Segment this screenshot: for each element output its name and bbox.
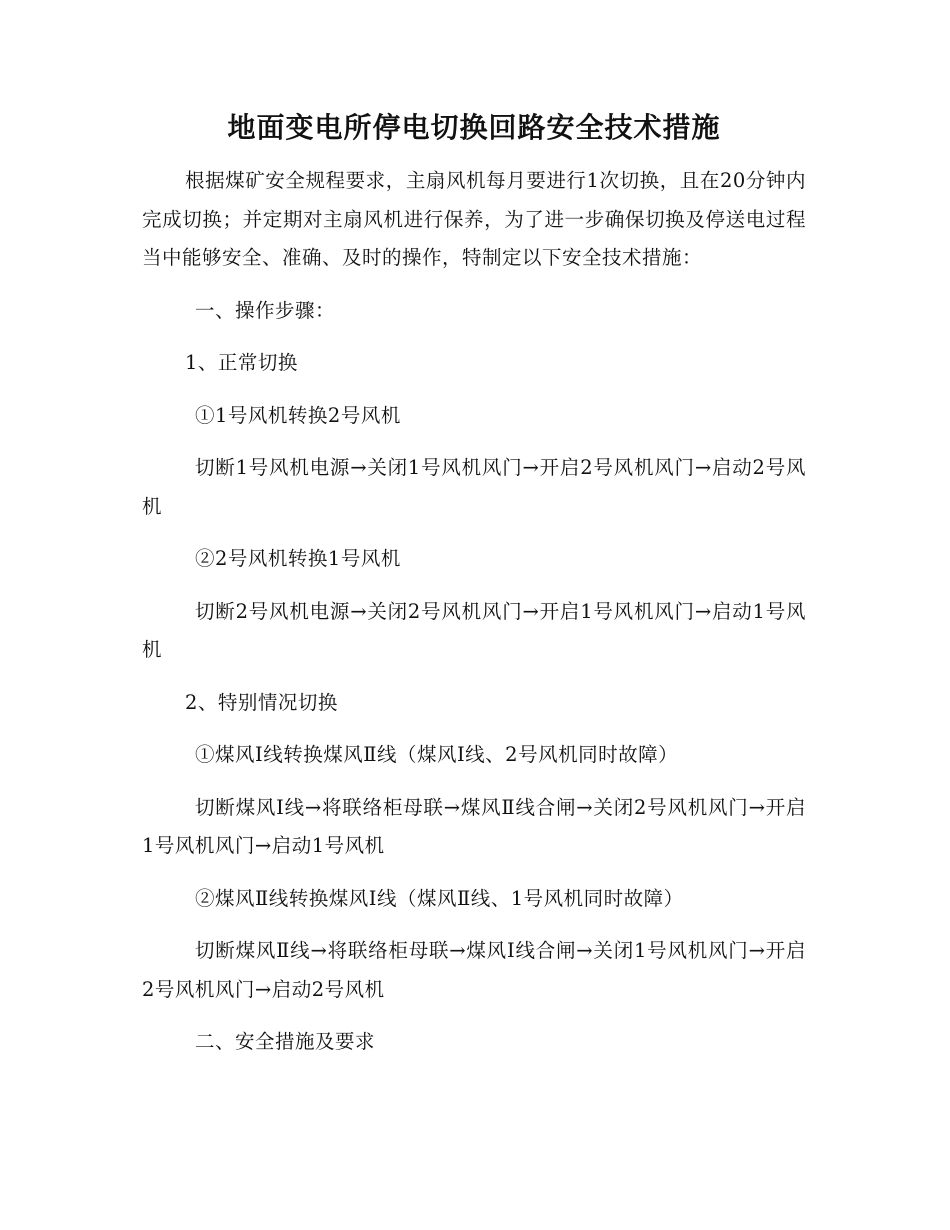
subsection-heading-normal-switch: 1、正常切换 bbox=[185, 351, 298, 374]
item-heading-fan1-to-fan2: ①1号风机转换2号风机 bbox=[195, 403, 401, 427]
subsection-heading-special-switch: 2、特别情况切换 bbox=[185, 690, 338, 714]
item-steps-line2-to-line1: 切断煤风Ⅱ线→将联络柜母联→煤风Ⅰ线合闸→关闭1号风机风门→开启2号风机风门→启动2号风机 bbox=[142, 939, 806, 1001]
document-title: 地面变电所停电切换回路安全技术措施 bbox=[227, 111, 721, 144]
item-heading-fan2-to-fan1: ②2号风机转换1号风机 bbox=[195, 547, 401, 570]
item-steps-fan1-to-fan2: 切断1号风机电源→关闭1号风机风门→开启2号风机风门→启动2号风机 bbox=[142, 456, 806, 518]
item-heading-line2-to-line1: ②煤风Ⅱ线转换煤风Ⅰ线（煤风Ⅱ线、1号风机同时故障） bbox=[195, 886, 684, 910]
document-page bbox=[142, 108, 806, 1062]
intro-paragraph: 根据煤矿安全规程要求，主扇风机每月要进行1次切换，且在20分钟内完成切换；并定期对主扇风机进行保养，为了进一步确保切换及停送电过程当中能够安全、准确、及时的操作，特制定以下安全技术措施： bbox=[142, 169, 806, 269]
section-heading-safety-measures: 二、安全措施及要求 bbox=[195, 1030, 376, 1053]
item-steps-line1-to-line2: 切断煤风Ⅰ线→将联络柜母联→煤风Ⅱ线合闸→关闭2号风机风门→开启1号风机风门→启动1号风机 bbox=[142, 795, 806, 857]
item-steps-fan2-to-fan1: 切断2号风机电源→关闭2号风机风门→开启1号风机风门→启动1号风机 bbox=[142, 599, 806, 661]
section-heading-operation-steps: 一、操作步骤： bbox=[195, 298, 336, 322]
item-heading-line1-to-line2: ①煤风Ⅰ线转换煤风Ⅱ线（煤风Ⅰ线、2号风机同时故障） bbox=[195, 743, 679, 766]
